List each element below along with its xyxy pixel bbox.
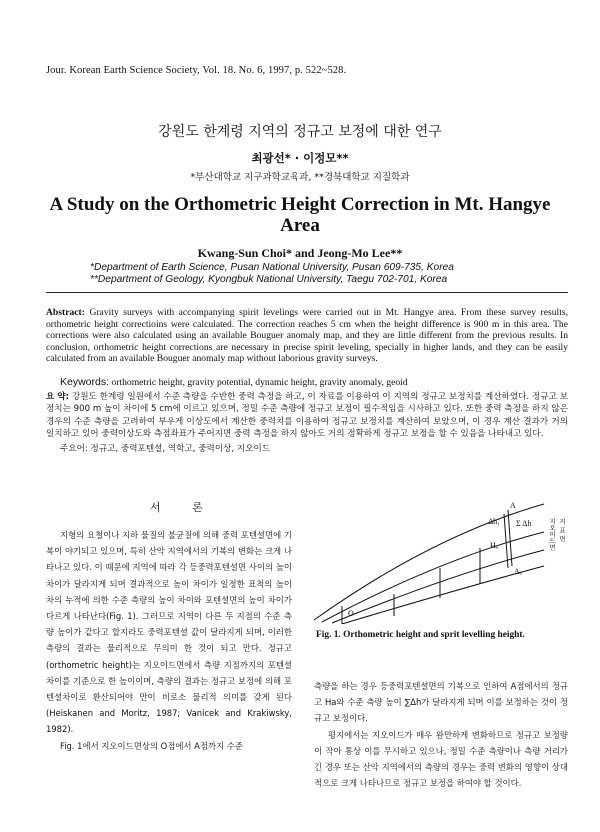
label-sum-dh: Σ Δh [516,519,532,528]
divider [46,292,568,293]
korean-title: 강원도 한계령 지역의 정규고 보정에 대한 연구 [158,124,442,140]
label-terrain-side: 지 표 면 [558,518,566,542]
yoyak-label: 요 약: [46,392,70,402]
korean-keywords [60,442,270,454]
figure-caption: Fig. 1. Orthometric height and sprit levelling height. [316,630,525,640]
korean-affiliation: *부산대학교 지구과학교육과, **경북대학교 지질학과 [190,172,410,183]
yoyak-text: 강원도 한계령 일원에서 수준 측량을 수반한 중력 측정을 하고, 이 자료를 이용하여 이 지역의 정규고 보정치를 계산하였다. 정규고 보정치는 900 m 높이 차이에 5 cm에 이르고 있으며, 정밀 수준 측량에 정규고 보정이 필수적임을 시사하고 있다. 또한 중력 측정을 하지 않은 경우의 수준 측량을 고려하여 부우게 이상도에서 계산한 중력치를 이용하여 정규고 보정치를 계산하여 보았으며, 이 경우 계산 결과가 거의 일치하고 있어 중력이상도와 측점좌표가 주어지면 중력 측정을 하지 않아도 거의 정확하게 정규고 보정을 할 수 있음을 나타내고 있다. [46,392,568,440]
label-a: A [510,501,516,510]
jooyo-text: 정규고, 중력포텐셜, 역학고, 중력이상, 지오이드 [90,444,271,454]
keywords [60,377,570,388]
korean-authors: 최광선* · 이정모** [251,151,349,165]
keywords-text: orthometric height, gravity potential, dynamic height, gravity anomaly, geoid [111,377,408,388]
paragraph: 측량을 하는 경우 등중력포텐셜면의 기복으로 인하여 A점에서의 정규고 Ha와 수준 측량 높이 ∑Δh가 달라지게 되며 이를 보정하는 것이 정규고 보정이다. [314,681,568,724]
jooyo-label: 주요어: [60,444,88,454]
paragraph: Fig. 1에서 지오이드면상의 O점에서 A점까지 수준 [60,740,244,751]
label-geoid-side: 지오이드면 [548,518,556,551]
label-ao: Aₒ [514,567,523,576]
english-affiliations [90,262,530,286]
keywords-label: Keywords: [60,376,110,388]
plumb-line [504,514,508,568]
paragraph: 평지에서는 지오이드가 매우 완만하게 변화하므로 정규고 보정량이 작아 통상 이를 무시하고 있으나, 정밀 수준 측량이나 측량 거리가 긴 경우 또는 산악 지역에서의 측량의 경우는 중력 변화의 영향이 상대적으로 크게 나타나므로 정규고 보정을 하여야 할 것이다. [314,729,568,789]
english-authors: Kwang-Sun Choi* and Jeong-Mo Lee** [197,246,403,260]
english-title: A Study on the Orthometric Height Correction in Mt. Hangye Area [49,194,551,236]
journal-citation: Jour. Korean Earth Science Society, Vol. 18. No. 6, 1997, p. 522~528. [46,65,347,76]
abstract-text: Gravity surveys with accompanying spirit levelings were carried out in Mt. Hangye area. From these survey results, orthometric height correctioins were calculated. The correction reaches 5 cm when the height difference is 900 m in this area. The corrections were also calculated using an available Bouguer anomaly map, and they are little different from the previous results. In conclusion, orthometric height corrections are necessary in precise spirit leveling, specially in higher lands, and they can be easily calculated from an available Bouguer anomaly map without laborious gravity surveys. [46,307,568,365]
label-ha: Hₐ [490,541,498,550]
terrain-surface-line [314,504,544,620]
abstract [46,307,568,365]
label-o: O [348,609,354,618]
right-column [314,678,568,791]
affiliation-2: **Department of Geology, Kyongbuk National University, Taegu 702-701, Korea [90,274,448,285]
korean-abstract [46,391,568,441]
abstract-label: Abstract: [46,307,85,318]
affiliation-1: *Department of Earth Science, Pusan National University, Pusan 609-735, Korea [90,262,454,273]
label-dh1: Δh₁ [488,517,500,526]
paragraph: 지형의 요철이나 지하 물질의 불균질에 의해 중력 포텐셜면에 기복이 야기되고 있으며, 특히 산악 지역에서의 기복의 변화는 크게 나타나고 있다. 이 때문에 지역에 따라 각 등중력포텐셜면 사이의 높이 차이가 달라지게 되며 결과적으로 높이 차이가 일정한 표척의 높이 차의 누적에 의한 수준 측량의 높이 차이와 포텐셜면의 높이 차이가 다르게 나타난다(Fig. 1). 그러므로 지역이 다른 두 지점의 수준 측량 높이가 같다고 할지라도 중력포텐셜 값이 달라지게 되며, 이러한 측량의 결과는 물리적으로 무의미 한 것이 되고 만다. 정규고(orthometric height)는 지오이드면에서 측량 지점까지의 포텐셜차이를 기준으로 한 높이이며, 측량의 결과는 정규고 보정에 의해 포텐셜차이로 환산되어야 만이 비로소 물리적 의미를 갖게 된다 (Heiskanen and Moritz, 1987; Vanicek and Krakiwsky, 1982). [46,530,292,735]
left-column [46,527,292,754]
plumb-line [508,510,512,566]
section-heading: 서 론 [150,501,217,514]
figure-1-diagram [312,498,568,624]
